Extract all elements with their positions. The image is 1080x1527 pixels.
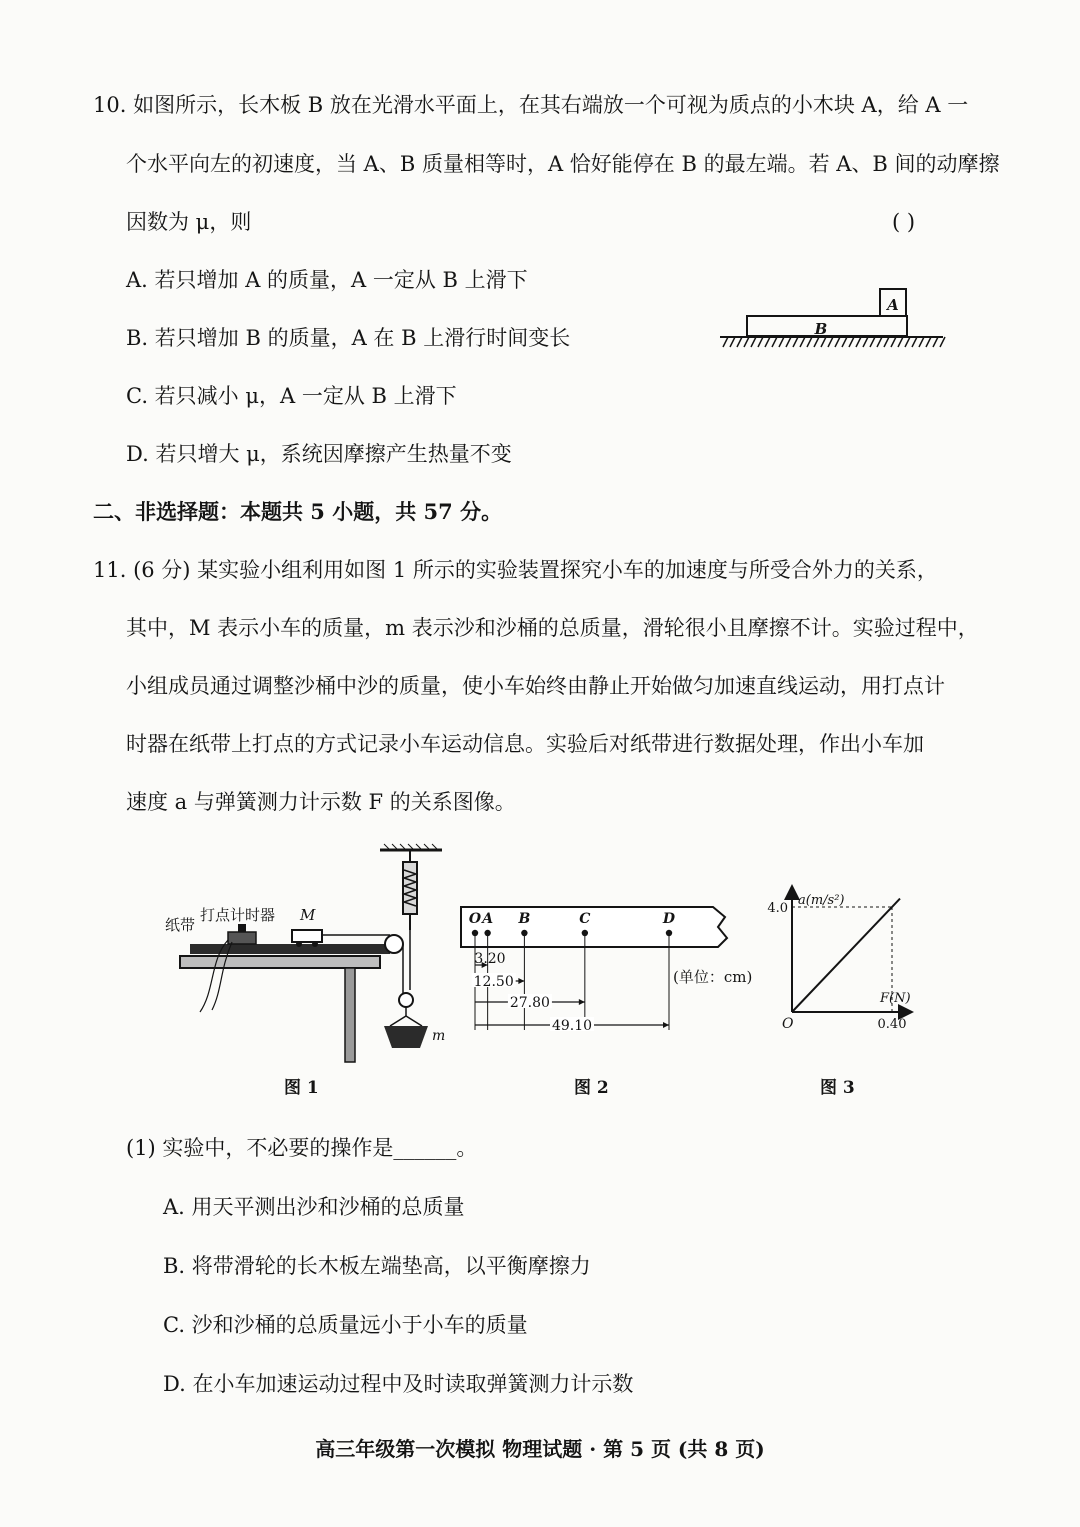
ground-hatch	[723, 337, 945, 347]
q10-option-c: C. 若只减小 μ，A 一定从 B 上滑下	[126, 384, 457, 408]
tape-outline	[461, 907, 727, 947]
y-tick-label: 4.0	[767, 901, 788, 916]
origin-label: O	[782, 1016, 794, 1032]
q11-line-2: 其中，M 表示小车的质量，m 表示沙和沙桶的总质量，滑轮很小且摩擦不计。实验过程中，	[126, 616, 979, 640]
x-tick-label: 0.40	[877, 1017, 907, 1032]
figure-3-caption: 图 3	[820, 1078, 855, 1098]
q11-sub1-option-a: A. 用天平测出沙和沙桶的总质量	[163, 1195, 465, 1219]
tape-point-label-B: B	[518, 911, 531, 927]
q11-sub1-option-b: B. 将带滑轮的长木板左端垫高，以平衡摩擦力	[163, 1254, 591, 1278]
table-pulley	[385, 935, 403, 953]
board-b-label: B	[814, 320, 828, 338]
q11-sub1-question: (1) 实验中，不必要的操作是______。	[126, 1136, 478, 1160]
tape-point-label-O: O	[468, 911, 482, 927]
q10-option-d: D. 若只增大 μ，系统因摩擦产生热量不变	[126, 442, 512, 466]
car	[292, 930, 322, 942]
distance-label-C: 27.80	[509, 995, 550, 1011]
distance-label-B: 12.50	[473, 974, 514, 990]
section-2-heading: 二、非选择题：本题共 5 小题，共 57 分。	[93, 499, 503, 524]
q10-line-1: 10. 如图所示，长木板 B 放在光滑水平面上，在其右端放一个可视为质点的小木块 A，给 A 一	[93, 93, 969, 117]
q10-option-a: A. 若只增加 A 的质量，A 一定从 B 上滑下	[126, 268, 528, 292]
y-axis-label: a(m/s²)	[798, 893, 845, 908]
table-top	[180, 956, 380, 968]
q10-line-2: 个水平向左的初速度，当 A、B 质量相等时，A 恰好能停在 B 的最左端。若 A、B 间的动摩擦	[126, 152, 1000, 176]
tape-point-label-D: D	[662, 911, 676, 927]
q11-line-4: 时器在纸带上打点的方式记录小车运动信息。实验后对纸带进行数据处理，作出小车加	[126, 732, 924, 756]
tape-point-label-A: A	[482, 911, 494, 927]
q11-line-1: 11. (6 分) 某实验小组利用如图 1 所示的实验装置探究小车的加速度与所受合外力的关系，	[93, 558, 938, 582]
q11-sub1-option-d: D. 在小车加速运动过程中及时读取弹簧测力计示数	[163, 1372, 634, 1396]
q10-option-b: B. 若只增加 B 的质量，A 在 B 上滑行时间变长	[126, 326, 571, 350]
answer-parentheses: ( )	[892, 210, 916, 234]
figure-1-caption: 图 1	[284, 1078, 319, 1098]
tape-unit-label: (单位：cm)	[673, 968, 753, 986]
bucket-mass-label: m	[432, 1028, 446, 1044]
figure-2-tape	[455, 895, 775, 1045]
block-a-label: A	[887, 296, 899, 314]
car-mass-label: M	[300, 906, 316, 924]
page-footer: 高三年级第一次模拟 物理试题 · 第 5 页 (共 8 页)	[315, 1437, 765, 1461]
tape-point-label-C: C	[579, 911, 591, 927]
q10-line-3: 因数为 μ，则	[126, 210, 252, 234]
x-axis-label: F(N)	[880, 991, 911, 1006]
figure-2-caption: 图 2	[574, 1078, 609, 1098]
moving-pulley	[399, 993, 413, 1007]
tape-label: 纸带	[165, 916, 196, 934]
q11-sub1-option-c: C. 沙和沙桶的总质量远小于小车的质量	[163, 1313, 528, 1337]
distance-label-A: 3.20	[474, 951, 506, 967]
q11-line-3: 小组成员通过调整沙桶中沙的质量，使小车始终由静止开始做匀加速直线运动，用打点计	[126, 674, 945, 698]
distance-label-D: 49.10	[551, 1018, 593, 1034]
table-leg	[345, 968, 355, 1062]
figure-3-chart	[760, 880, 930, 1040]
sand-bucket	[384, 1026, 428, 1048]
q10-figure	[715, 285, 950, 355]
timer-label: 打点计时器	[200, 906, 276, 924]
figure-1-apparatus	[160, 840, 460, 1070]
tape-dimensions	[472, 951, 669, 1034]
q11-line-5: 速度 a 与弹簧测力计示数 F 的关系图像。	[126, 790, 516, 814]
